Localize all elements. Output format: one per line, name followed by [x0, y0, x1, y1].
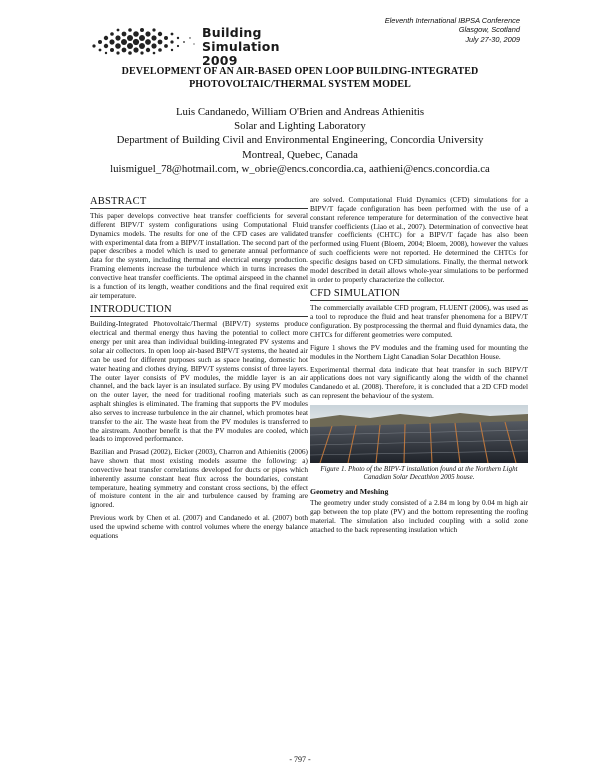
paper-title [60, 66, 540, 91]
right-column [310, 196, 528, 538]
left-column [90, 196, 308, 545]
conference-name: Eleventh International IBPSA Conference [384, 16, 520, 25]
geometry-meshing-heading: Geometry and Meshing [310, 487, 389, 497]
conference-dates: July 27-30, 2009 [465, 34, 520, 44]
conference-location: Glasgow, Scotland [458, 25, 520, 35]
geometry-paragraph-1: The geometry under study consisted of a 2.84 m long by 0.04 m high air gap between the top plate (PV) and the bottom representing the roofing material. The simulation also included coupling with a solid zone attached to the back representing insulation which [310, 498, 528, 534]
abstract-text: This paper develops convective heat transfer coefficients for several different BIPV/T system configurations using Computational Fluid Dynamics models. The results for one of the CFD cases are validated with experimental data from a BIPV/T installation. The second part of the paper describes a model which is used to generate annual performance data for the system, including thermal and electrical energy production. Framing elements increase the turbulence which in turns increases the convective heat transfer coefficients. The optimal airspeed in the channel is a function of its length, weather conditions and the final required exit air temperature. [90, 211, 308, 300]
intro-paragraph-3: Previous work by Chen et al. (2007) and Candanedo et al. (2007) both used the upwind scheme with control volumes where the energy balance equations [90, 513, 308, 540]
author-block [60, 105, 540, 176]
title-line-1: DEVELOPMENT OF AN AIR-BASED OPEN LOOP BUILDING-INTEGRATED [121, 66, 479, 77]
logo-wordmark [202, 26, 320, 68]
author-names: Luis Candanedo, William O'Brien and Andreas Athienitis [175, 106, 425, 118]
logo-dot-pattern-icon [90, 24, 200, 56]
right-paragraph-0: are solved. Computational Fluid Dynamics (CFD) simulations for a BIPV/T façade configuration has been performed with the use of a constant reference temperature for determination of the convective heat transfer coefficients (Liao et al., 2007). Determination of convective heat transfer coefficients (CHTC) for a BIPV/T façade has also been performed using Fluent (Bloem, 2004; Bloem, 2008), however the values of such coefficients were not reported. He determined the CHTCs for specific designs based on CFD simulations. Finally, the thermal network model described in detail allows whole-year simulations to be performed in order to properly characterize the collector. [310, 195, 528, 284]
introduction-heading: INTRODUCTION [90, 304, 308, 317]
logo-line-1: Building Simulation [202, 25, 280, 54]
figure-1-caption: Figure 1. Photo of the BIPV-T installation found at the Northern Light Canadian Solar Decathlon 2005 house. [320, 464, 518, 482]
figure-1-photo [310, 405, 528, 463]
logo-line-2: 2009 [202, 53, 238, 68]
cfd-paragraph-3: Experimental thermal data indicate that heat transfer in such BIPV/T applications does not vary significantly along the width of the channel Candanedo et al. (2008). Therefore, it is concluded that a 2D CFD model can represent the behaviour of the system. [310, 364, 528, 401]
cfd-paragraph-2: Figure 1 shows the PV modules and the framing used for mounting the modules in the Northern Light Canadian Solar Decathlon House. [310, 342, 528, 361]
title-line-2: PHOTOVOLTAIC/THERMAL SYSTEM MODEL [189, 78, 411, 90]
building-simulation-logo [90, 16, 320, 68]
author-lab: Solar and Lighting Laboratory [234, 120, 366, 133]
author-department: Department of Building Civil and Environmental Engineering, Concordia University [116, 134, 484, 147]
abstract-heading: ABSTRACT [90, 196, 308, 209]
page-header [90, 16, 520, 68]
author-emails: luismiguel_78@hotmail.com, w_obrie@encs.concordia.ca, aathieni@encs.concordia.ca [110, 162, 490, 175]
intro-paragraph-1: Building-Integrated Photovoltaic/Thermal (BIPV/T) systems produce electrical and thermal energy thus having the potential to collect more energy per unit area than individual building-integrated PV systems and solar air collectors. In open loop air-based BIPV/T systems, the heated air can be used for different purposes such as space heating, domestic hot water heating and clothes drying. BIPV/T systems consist of three layers. The outer layer consists of PV modules, the middle layer is an air channel, and the back layer is an insulated surface. By using PV modules on the outer layer, the need for traditional roofing materials such as asphalt shingles is eliminated. The framing that supports the PV modules also serves to increase turbulence in the air channel, which promotes heat transfer to the air. The waste heat from the PV modules is transferred to the airstream. Another benefit is that the PV modules are cooled, which leads to improved performance. [90, 319, 308, 444]
conference-info [385, 16, 520, 44]
page-number: - 797 - [289, 755, 311, 764]
bipvt-installation-photo [310, 405, 528, 463]
cfd-paragraph-1: The commercially available CFD program, FLUENT (2006), was used as a tool to reproduce the fluid and heat transfer phenomena for a BIPV/T configuration. By postprocessing the thermal and fluid dynamics data, the CHTCs for different geometries were computed. [310, 303, 528, 339]
intro-paragraph-2: Bazilian and Prasad (2002), Eicker (2003), Charron and Athienitis (2006) have shown that most existing models assume the following: a) convective heat transfer correlations developed for ducts or pipes which inherently assume constant heat flux across the boundaries, constant temperature, heating symmetry and constant cross sections, b) the effect of moisture content in the air and turbulence caused by framing are ignored. [90, 447, 308, 510]
author-city: Montreal, Quebec, Canada [242, 148, 358, 161]
cfd-simulation-heading: CFD SIMULATION [310, 288, 528, 301]
